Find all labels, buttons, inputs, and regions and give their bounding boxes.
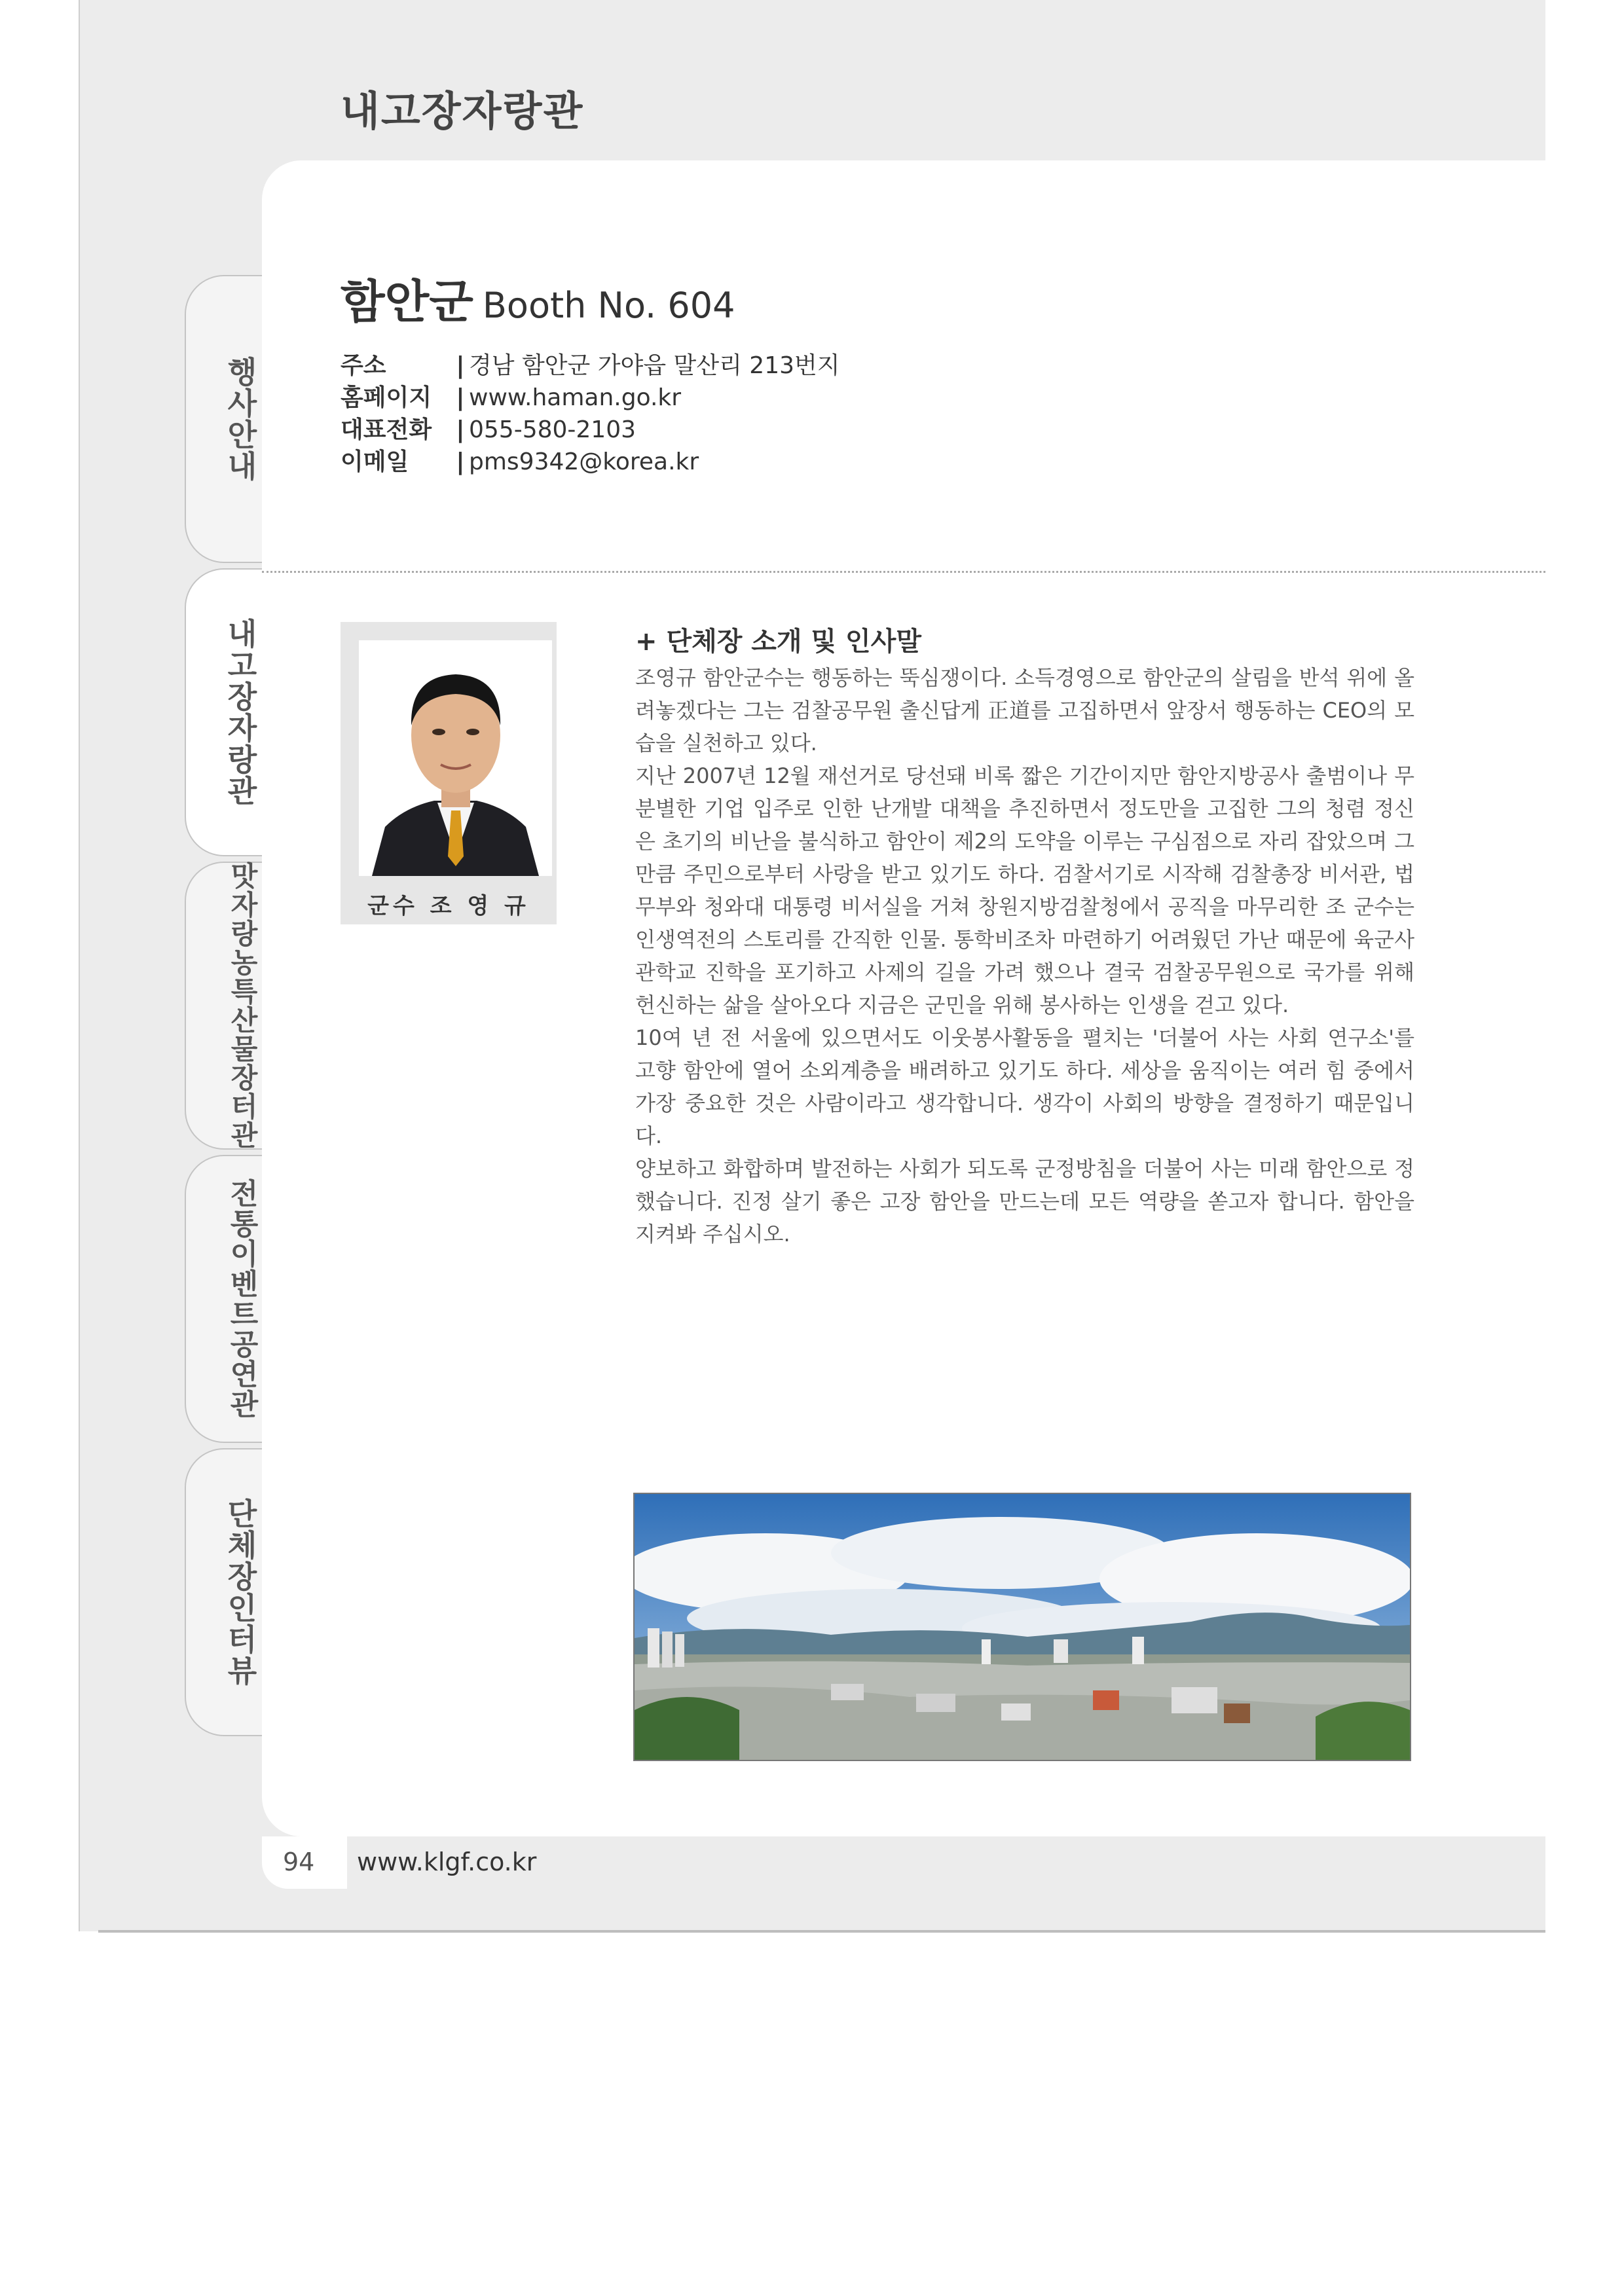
- intro-paragraph: 양보하고 화합하며 발전하는 사회가 되도록 군정방침을 더불어 사는 미래 함안으로 정했습니다. 진정 살기 좋은 고장 함안을 만드는데 모든 역량을 쏟고자 합니다. 함안을 지켜봐 주십시오.: [635, 1156, 1414, 1247]
- side-tab-event-info[interactable]: [185, 275, 262, 563]
- info-separator: |: [456, 352, 465, 379]
- haman-panorama-photo: [633, 1493, 1411, 1761]
- leader-caption: 군수 조 영 규: [367, 893, 530, 919]
- info-row-email: [341, 446, 840, 478]
- side-tab-label: 맛자랑농특산물장터관: [227, 862, 259, 1150]
- side-tab-label: 행사안내: [223, 356, 258, 482]
- leader-portrait: [359, 640, 552, 876]
- page-number: 94: [283, 1848, 315, 1876]
- intro-text: [635, 661, 1414, 1250]
- contact-info: [341, 350, 840, 478]
- booth-heading: [341, 265, 735, 331]
- info-separator: |: [456, 384, 465, 411]
- info-row-address: [341, 350, 840, 382]
- intro-paragraph: 조영규 함안군수는 행동하는 뚝심쟁이다. 소득경영으로 함안군의 살림을 반석 위에 올려놓겠다는 그는 검찰공무원 출신답게 正道를 고집하면서 앞장서 행동하는 CEO의 모습을 실천하고 있다.: [635, 665, 1414, 756]
- side-tab-label: 전통이벤트공연관: [225, 1178, 258, 1419]
- section-title: 내고장자랑관: [341, 87, 584, 135]
- side-tab-traditional-event[interactable]: [185, 1155, 262, 1443]
- info-row-phone: [341, 414, 840, 446]
- footer-website-link[interactable]: www.klgf.co.kr: [357, 1848, 537, 1876]
- scan-left-edge: [79, 0, 80, 1931]
- email-link[interactable]: pms9342@korea.kr: [469, 448, 699, 475]
- scan-bottom-edge: [98, 1930, 1545, 1933]
- intro-paragraph: 10여 년 전 서울에 있으면서도 이웃봉사활동을 펼치는 '더불어 사는 사회 연구소'를 고향 함안에 열어 소외계층을 배려하고 있기도 하다. 세상을 움직이는 여러 힘 중에서 가장 중요한 것은 사람이라고 생각합니다. 생각이 사회의 방향을 결정하기 때문입니다.: [635, 1025, 1414, 1148]
- intro-heading: + 단체장 소개 및 인사말: [635, 627, 921, 657]
- info-separator: |: [456, 416, 465, 443]
- booth-name: 함안군: [341, 275, 473, 329]
- address-value: 경남 함안군 가야읍 말산리 213번지: [469, 352, 840, 379]
- homepage-link[interactable]: www.haman.go.kr: [469, 384, 682, 411]
- booth-number: Booth No. 604: [482, 285, 735, 326]
- side-tab-label: 단체장인터뷰: [223, 1498, 258, 1686]
- info-separator: |: [456, 448, 465, 475]
- info-row-homepage: [341, 382, 840, 414]
- side-tab-local-food-market[interactable]: [185, 862, 262, 1150]
- intro-paragraph: 지난 2007년 12월 재선거로 당선돼 비록 짧은 기간이지만 함안지방공사 출범이나 무분별한 기업 입주로 인한 난개발 대책을 추진하면서 정도만을 고집한 그의 청렴 정신은 초기의 비난을 불식하고 함안이 제2의 도약을 이루는 구심점으로 자리 잡았으며 그만큼 주민으로부터 사랑을 받고 있기도 하다. 검찰서기로 시작해 검찰총장 비서관, 법무부와 청와대 대통령 비서실을 거쳐 창원지방검찰청에서 공직을 마무리한 조 군수는 인생역전의 스토리를 간직한 인물. 통학비조차 마련하기 어려웠던 가난 때문에 육군사관학교 진학을 포기하고 사제의 길을 가려 했으나 결국 검찰공무원으로 국가를 위해 헌신하는 삶을 살아오다 지금은 군민을 위해 봉사하는 인생을 걷고 있다.: [635, 763, 1414, 1017]
- side-tab-local-pride[interactable]: [185, 568, 262, 856]
- side-tab-label: 내고장자랑관: [223, 618, 258, 807]
- section-divider: [262, 571, 1545, 573]
- info-label: 대표전화: [341, 416, 432, 443]
- info-label: 주소: [341, 352, 386, 379]
- info-label: 이메일: [341, 448, 409, 475]
- info-label: 홈페이지: [341, 384, 432, 411]
- side-tab-leader-interview[interactable]: [185, 1448, 262, 1736]
- phone-value: 055-580-2103: [469, 416, 637, 443]
